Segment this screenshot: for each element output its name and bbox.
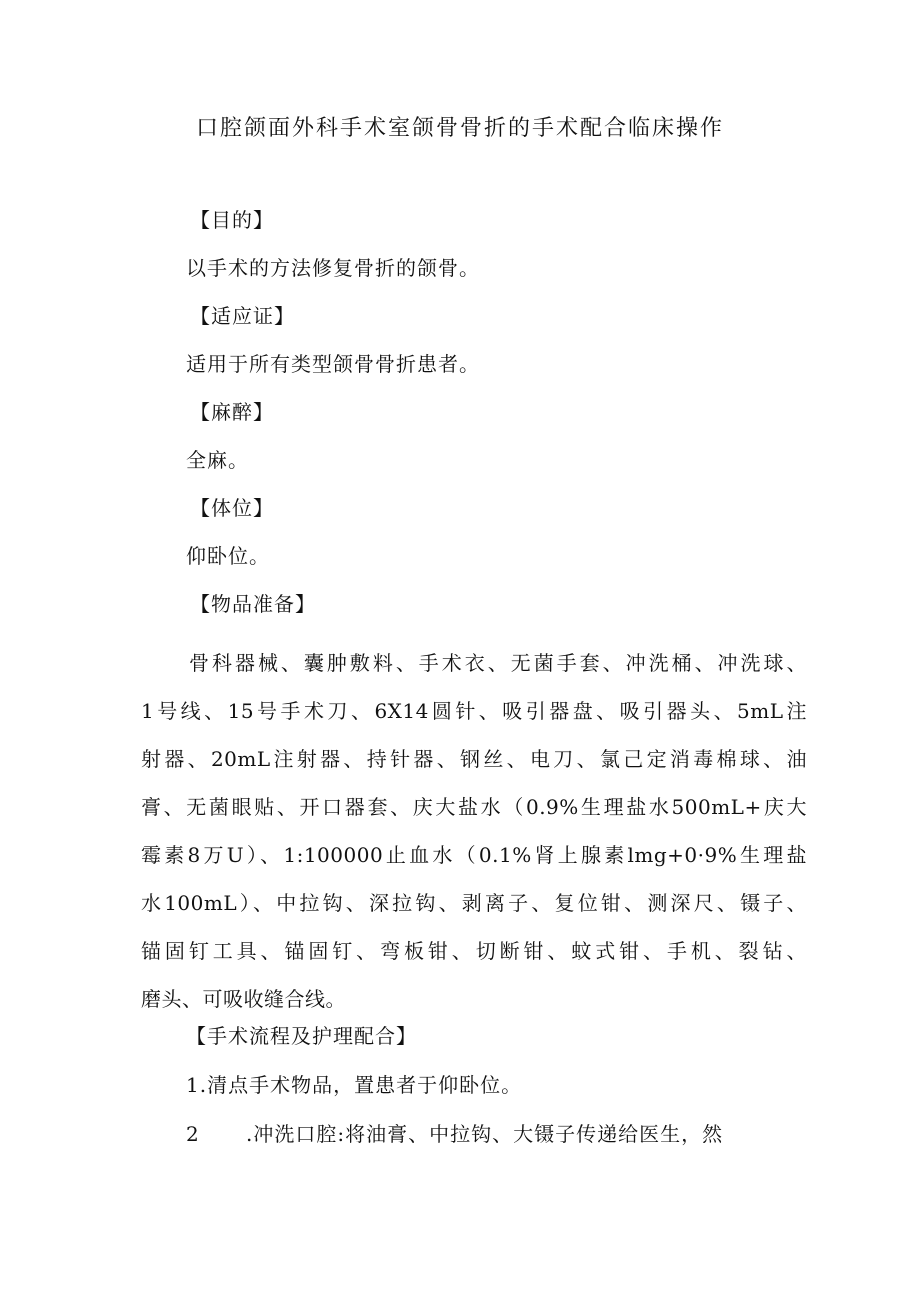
document-title: 口腔颌面外科手术室颌骨骨折的手术配合临床操作 — [195, 116, 724, 141]
procedure-step-2-number: 2 — [186, 1122, 199, 1146]
section-content-anesthesia: 全麻。 — [186, 448, 249, 472]
supplies-line: 水100mL）、中拉钩、深拉钩、剥离子、复位钳、测深尺、镊子、 — [141, 891, 807, 915]
supplies-line: 膏、无菌眼贴、开口器套、庆大盐水（0.9%生理盐水500mL+庆大 — [141, 795, 807, 819]
section-heading-indications: 【适应证】 — [190, 304, 295, 328]
supplies-line: 锚固钉工具、锚固钉、弯板钳、切断钳、蚊式钳、手机、裂钻、 — [141, 939, 807, 963]
supplies-line: 骨科器械、囊肿敷料、手术衣、无菌手套、冲洗桶、冲洗球、 — [189, 651, 807, 675]
supplies-paragraph — [141, 639, 807, 1023]
section-heading-anesthesia: 【麻醉】 — [190, 400, 274, 424]
section-heading-purpose: 【目的】 — [190, 208, 274, 232]
section-content-indications: 适用于所有类型颌骨骨折患者。 — [186, 352, 480, 376]
section-heading-procedure: 【手术流程及护理配合】 — [186, 1024, 417, 1048]
procedure-step-2-text: .冲洗口腔:将油膏、中拉钩、大镊子传递给医生，然 — [246, 1122, 724, 1146]
supplies-line: 霉素8万U）、1:100000止血水（0.1%肾上腺素lmg+0·9%生理盐 — [141, 843, 807, 867]
supplies-line: 磨头、可吸收缝合线。 — [141, 987, 346, 1011]
supplies-line: 射器、20mL注射器、持针器、钢丝、电刀、氯己定消毒棉球、油 — [141, 747, 807, 771]
section-heading-position: 【体位】 — [190, 496, 274, 520]
procedure-step-1: 1.清点手术物品，置患者于仰卧位。 — [186, 1073, 523, 1097]
section-content-purpose: 以手术的方法修复骨折的颌骨。 — [186, 256, 480, 280]
supplies-line: 1号线、15号手术刀、6X14圆针、吸引器盘、吸引器头、5mL注 — [141, 699, 807, 723]
section-heading-supplies: 【物品准备】 — [190, 592, 316, 616]
section-content-position: 仰卧位。 — [186, 544, 270, 568]
